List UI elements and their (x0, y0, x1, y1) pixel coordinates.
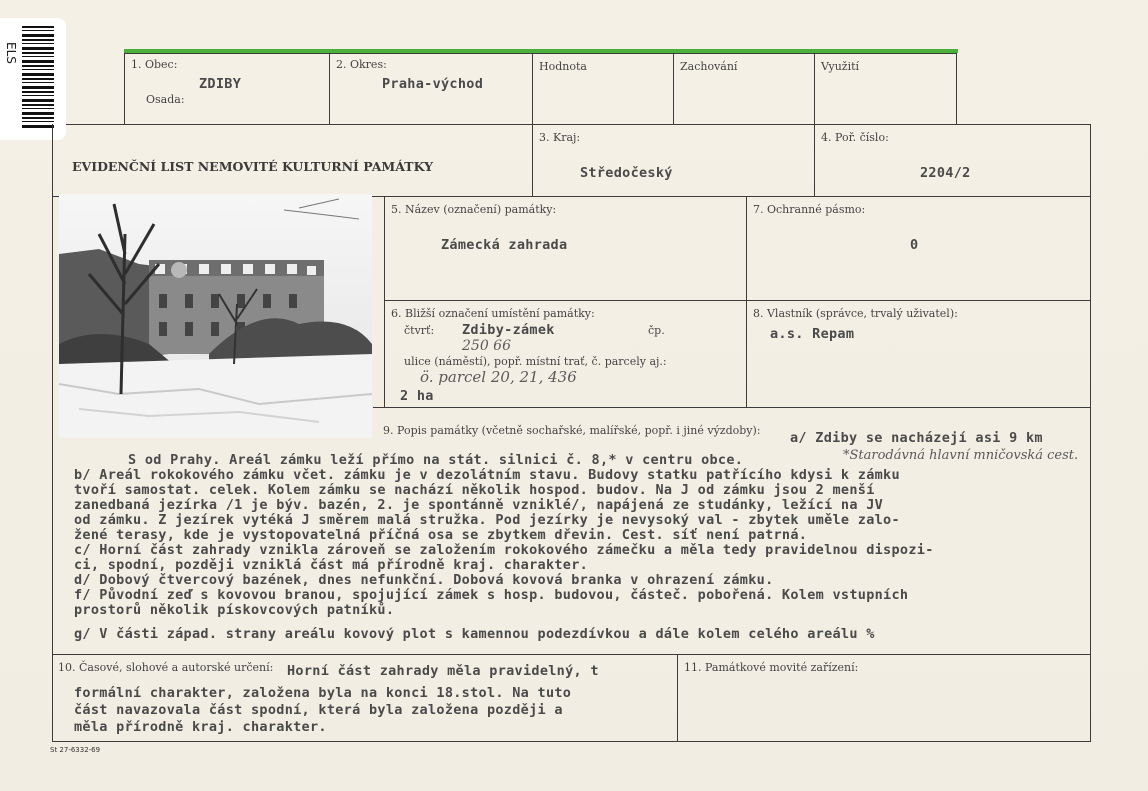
barcode-icon (22, 26, 54, 130)
ctvrt-label: čtvrť: (404, 324, 435, 337)
cp-label: čp. (648, 324, 665, 337)
rule (52, 124, 53, 741)
rule (814, 53, 815, 196)
okres-value: Praha-východ (382, 76, 484, 92)
popis-line: c/ Horní část zahrady vznikla zároveň se založením rokokového zámečku a měla tedy pravidelnou dispozi- (74, 542, 934, 558)
popis-first-line: a/ Zdiby se nacházejí asi 9 km (790, 430, 1043, 446)
casove-line: Horní část zahrady měla pravidelný, t (287, 663, 599, 679)
rule (746, 196, 747, 407)
rule (329, 53, 330, 124)
rule (677, 654, 678, 741)
popis-line: zanedbaná jezírka /1 je býv. bazén, 2. je spontánně vzniklé/, napájená ze studánky, ležící na JV (74, 497, 884, 513)
casove-label: 10. Časové, slohové a autorské určení: (58, 661, 274, 674)
umisteni-label: 6. Bližší označení umístění památky: (391, 307, 595, 320)
por-cislo-value: 2204/2 (920, 165, 971, 181)
popis-line: f/ Původní zeď s kovovou branou, spojující zámek s hosp. budovou, částeč. pobořená. Kolem vstupních (74, 587, 909, 603)
kraj-value: Středočeský (580, 165, 673, 181)
barcode-sticker (0, 18, 66, 140)
castle-photo-image (59, 194, 372, 438)
ctvrt-value: Zdiby-zámek (462, 322, 555, 338)
monument-photo (59, 194, 372, 438)
handwritten-note: *Starodávná hlavní mničovská cest. (843, 448, 1079, 463)
kraj-label: 3. Kraj: (539, 131, 581, 144)
hodnota-label: Hodnota (539, 60, 587, 73)
popis-line: S od Prahy. Areál zámku leží přímo na stát. silnici č. 8,* v centru obce. (128, 452, 744, 468)
popis-label: 9. Popis památky (včetně sochařské, malířské, popř. i jiné výzdoby): (383, 424, 761, 437)
nazev-label: 5. Název (označení) památky: (391, 203, 557, 216)
vlastnik-value: a.s. Repam (770, 326, 855, 342)
popis-line: od zámku. Z jezírek vytéká J směrem malá stružka. Pod jezírky je nevysoký val - zbytek uměle zalo- (74, 512, 900, 528)
print-code: St 27-6332-69 (50, 746, 101, 754)
popis-line: g/ V části západ. strany areálu kovový plot s kamennou podezdívkou a dále kolem celého areálu % (74, 626, 875, 642)
popis-line: d/ Dobový čtvercový bazének, dnes nefunkční. Dobová kovová branka v ohrazení zámku. (74, 572, 774, 588)
ulice-label: ulice (náměstí), popř. místní trať, č. parcely aj.: (404, 355, 667, 368)
rule (373, 407, 1091, 408)
vlastnik-label: 8. Vlastník (správce, trvalý uživatel): (753, 307, 958, 320)
popis-line: b/ Areál rokokového zámku včet. zámku je v dezolátním stavu. Budovy statku patřícího kdysi k zámku (74, 467, 900, 483)
form-title: EVIDENČNÍ LIST NEMOVITÉ KULTURNÍ PAMÁTKY (72, 159, 434, 174)
rule (1090, 124, 1091, 741)
rule (956, 53, 957, 124)
rule (673, 53, 674, 124)
casove-line: formální charakter, založena byla na konci 18.stol. Na tuto (74, 685, 572, 701)
rule (52, 741, 1091, 742)
popis-line: ci, spodní, později vzniklá část má přírodně kraj. charakter. (74, 557, 589, 573)
obec-label: 1. Obec: (131, 58, 178, 71)
movite-label: 11. Památkové movité zařízení: (684, 661, 859, 674)
okres-label: 2. Okres: (336, 58, 387, 71)
obec-value: ZDIBY (199, 76, 242, 92)
popis-line: žené terasy, kde je vystopovatelná příčná osa se zbytkem dřevin. Cest. síť není patrná. (74, 527, 808, 543)
barcode-label: ELS (4, 42, 18, 64)
vyuziti-label: Využití (821, 60, 860, 73)
por-cislo-label: 4. Poř. číslo: (821, 131, 889, 144)
popis-line: tvoří samostat. celek. Kolem zámku se nachází několik hospod. budov. Na J od zámku jsou 2 menší (74, 482, 875, 498)
zachovani-label: Zachování (680, 60, 738, 73)
handwritten-number: 250 66 (462, 338, 511, 354)
handwritten-parcels: ö. parcel 20, 21, 436 (420, 368, 577, 386)
rule (124, 53, 125, 124)
rule (52, 654, 1091, 655)
casove-line: část navazovala část spodní, která byla založena později a (74, 702, 563, 718)
casove-line: měla přírodně kraj. charakter. (74, 719, 327, 735)
ochranne-pasmo-label: 7. Ochranné pásmo: (753, 203, 866, 216)
rule (532, 53, 533, 196)
popis-line: prostorů několik pískovcových patníků. (74, 602, 395, 618)
osada-label: Osada: (146, 93, 185, 106)
area-value: 2 ha (400, 388, 434, 404)
rule (66, 124, 1091, 125)
rule (384, 196, 385, 407)
rule (384, 300, 1091, 301)
ochranne-pasmo-value: 0 (910, 237, 919, 253)
rule (124, 53, 957, 54)
nazev-value: Zámecká zahrada (441, 237, 568, 253)
